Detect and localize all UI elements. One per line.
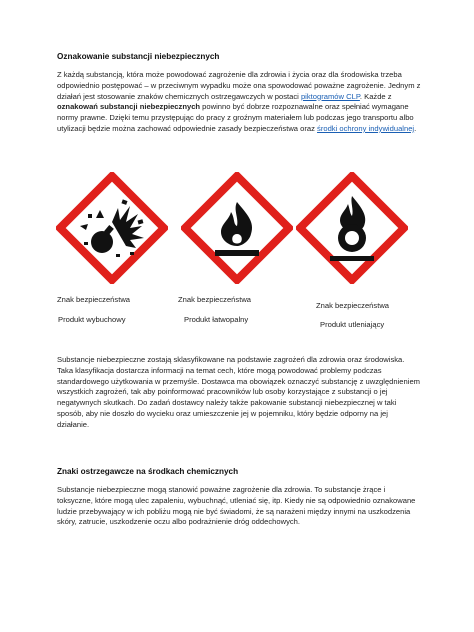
- classification-paragraph: Substancje niebezpieczne zostają sklasyfikowane na podstawie zagrożeń dla zdrowia oraz środowiska. Taka klasyfikacja dostarcza informacji na temat cech, które mogą powodować problemy podczas standardowego użytkowania w przemyśle. Dostawca ma obowiązek oznaczyć substancję z uwzględnieniem wszystkich zagrożeń, tak aby poinformować pracowników lub osoby korzystające z substancji o jej negatywnych skutkach. Do zadań dostawcy należy także pakowanie substancji niebezpiecznej w taki sposób, aby nie doszło do wycieku oraz umieszczenie jej w pojemniku, który będzie odporny na jej działanie.: [57, 355, 420, 429]
- pictogram-1-caption: Produkt wybuchowy: [58, 315, 126, 324]
- flame-icon: [181, 172, 293, 284]
- pictogram-3-caption: Produkt utleniający: [320, 320, 385, 329]
- section-heading-marking: Oznakowanie substancji niebezpiecznych: [57, 52, 220, 61]
- section-heading-warning-signs: Znaki ostrzegawcze na środkach chemicznych: [57, 467, 239, 476]
- bold-phrase: oznakowań substancji niebezpiecznych: [57, 102, 201, 112]
- link-personal-protection[interactable]: środki ochrony indywidualnej: [317, 123, 415, 133]
- pictogram-2-caption: Produkt łatwopalny: [184, 315, 249, 324]
- flame-over-circle-icon: [296, 172, 408, 284]
- exploding-bomb-icon: [56, 172, 168, 284]
- pictogram-3-label: Znak bezpieczeństwa: [316, 301, 390, 310]
- link-clp-pictograms[interactable]: piktogramów CLP: [300, 91, 360, 101]
- pictogram-2-label: Znak bezpieczeństwa: [178, 295, 252, 304]
- warning-signs-paragraph: Substancje niebezpieczne mogą stanowić poważne zagrożenie dla zdrowia. To substancje żrące i toksyczne, które mogą ulec zapaleniu, wybuchnąć, utleniać się, itp. Kiedy nie są odpowiednio oznakowane ludzie przebywający w ich pobliżu mogą nie być świadomi, że są narażeni między innymi na uszkodzenia skóry, zatrucie, uszkodzenie oczu albo podrażnienie dróg oddechowych.: [57, 485, 416, 527]
- intro-paragraph: Z każdą substancją, która może powodować zagrożenie dla zdrowia i życia oraz dla środowiska trzeba odpowiednio postępować – w przeciwnym wypadku może ona spowodować poważne zagrożenie. Jednym z działań jest stosowanie znaków chemicznych ostrzegawczych w postaci piktogramów CLP. Każde z oznakowań substancji niebezpiecznych powinno być dobrze rozpoznawalne oraz spełniać wymagane normy prawne. Dzięki temu przystępując do pracy z groźnym materiałem lub podczas jego transportu albo utylizacji będzie można zachować odpowiednie zasady bezpieczeństwa oraz środki ochrony indywidualnej.: [57, 70, 421, 133]
- pictogram-1-label: Znak bezpieczeństwa: [57, 295, 131, 304]
